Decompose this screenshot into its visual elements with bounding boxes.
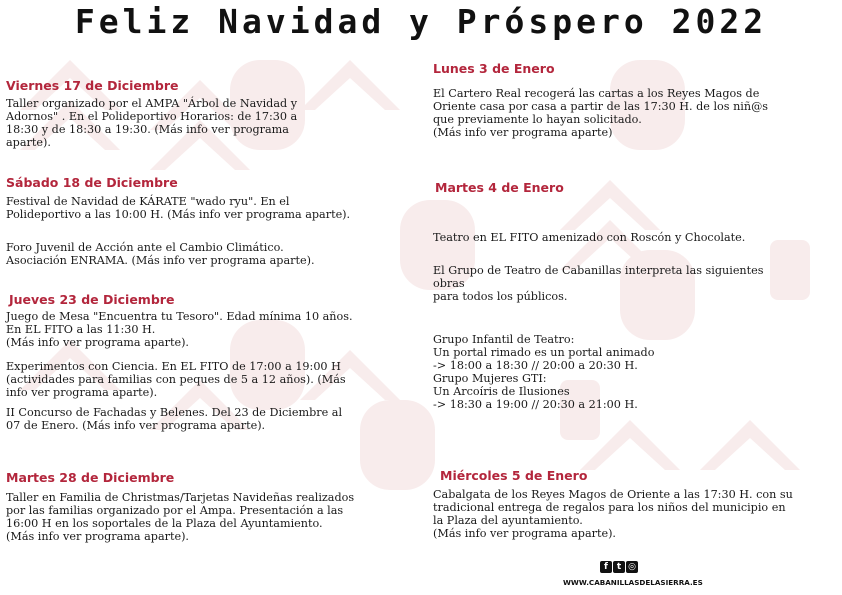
day-heading-martes-4: Martes 4 de Enero <box>435 180 564 195</box>
twitter-icon[interactable]: t <box>613 561 625 573</box>
event-text: Teatro en EL FITO amenizado con Roscón y Chocolate. <box>433 231 746 244</box>
day-heading-miercoles-5: Miércoles 5 de Enero <box>440 468 588 483</box>
event-text: Grupo Infantil de Teatro: Un portal rimado es un portal animado -> 18:00 a 18:30 // 20:00 a 20:30 H. Grupo Mujeres GTI: Un Arcoíris de Ilusiones -> 18:30 a 19:00 // 20:30 a 21:00 H. <box>433 333 655 411</box>
event-text: Taller en Familia de Christmas/Tarjetas Navideñas realizados por las familias organizado por el Ampa. Presentación a las 16:00 H en los soportales de la Plaza del Ayuntamiento. (Más info ver programa aparte). <box>6 491 355 543</box>
day-heading-sabado-18: Sábado 18 de Diciembre <box>6 175 178 190</box>
day-heading-lunes-3: Lunes 3 de Enero <box>433 61 555 76</box>
event-text: Festival de Navidad de KÁRATE "wado ryu". En el Polideportivo a las 10:00 H. (Más info ver programa aparte). <box>6 195 351 221</box>
day-heading-jueves-23: Jueves 23 de Diciembre <box>9 292 175 307</box>
page-title: Feliz Navidad y Próspero 2022 <box>74 2 768 41</box>
event-text: El Cartero Real recogerá las cartas a los Reyes Magos de Oriente casa por casa a partir de las 17:30 H. de los niñ@s que previamente lo hayan solicitado. (Más info ver programa aparte) <box>433 87 769 139</box>
social-icons <box>600 561 638 573</box>
event-text: Cabalgata de los Reyes Magos de Oriente a las 17:30 H. con su tradicional entrega de regalos para los niños del municipio en la Plaza del ayuntamiento. (Más info ver programa aparte). <box>433 488 793 540</box>
event-text: El Grupo de Teatro de Cabanillas interpreta las siguientes obras para todos los públicos. <box>433 264 764 303</box>
instagram-icon[interactable]: ◎ <box>626 561 638 573</box>
facebook-icon[interactable]: f <box>600 561 612 573</box>
event-text: Experimentos con Ciencia. En EL FITO de 17:00 a 19:00 H (actividades para familias con peques de 5 a 12 años). (Más info ver programa aparte). <box>6 360 346 399</box>
event-text: Foro Juvenil de Acción ante el Cambio Climático. Asociación ENRAMA. (Más info ver programa aparte). <box>6 241 315 267</box>
event-text: Juego de Mesa "Encuentra tu Tesoro". Edad mínima 10 años. En EL FITO a las 11:30 H. (Más info ver programa aparte). <box>6 310 353 349</box>
website-link[interactable]: WWW.CABANILLASDELASIERRA.ES <box>563 578 703 587</box>
day-heading-viernes-17: Viernes 17 de Diciembre <box>6 78 179 93</box>
event-text: Taller organizado por el AMPA "Árbol de Navidad y Adornos" . En el Polideportivo Horarios: de 17:30 a 18:30 y de 18:30 a 19:30. (Más info ver programa aparte). <box>6 97 298 149</box>
day-heading-martes-28: Martes 28 de Diciembre <box>6 470 175 485</box>
event-text: II Concurso de Fachadas y Belenes. Del 23 de Diciembre al 07 de Enero. (Más info ver programa aparte). <box>6 406 343 432</box>
